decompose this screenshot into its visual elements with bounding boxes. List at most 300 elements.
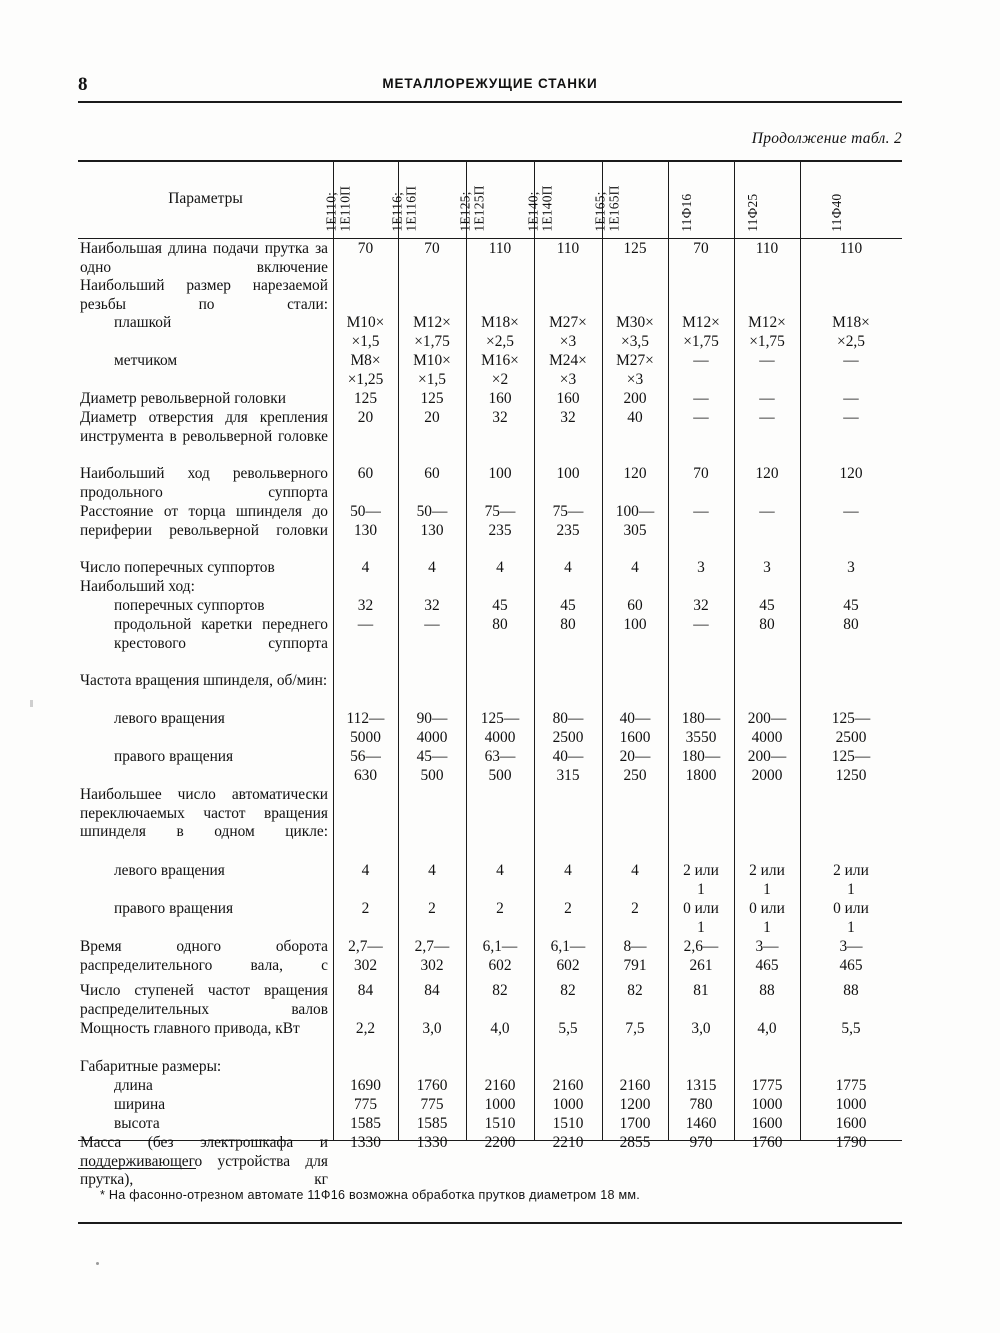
table-cell xyxy=(800,1134,902,1153)
cell-value: 110 xyxy=(755,240,779,257)
table-cell xyxy=(398,1077,466,1096)
cell-value: M18× xyxy=(481,314,519,331)
table-cell xyxy=(602,1096,668,1115)
cell-value-second-line: 1600 xyxy=(619,728,651,746)
row-label: ширина xyxy=(114,1096,166,1113)
cell-value: M27× xyxy=(616,352,654,369)
cell-value: 81 xyxy=(693,982,709,999)
cell-value: 2 xyxy=(361,900,370,917)
cell-value: 2,7— xyxy=(348,938,383,955)
table-cell xyxy=(534,1020,602,1039)
cell-value-second-line: 2500 xyxy=(552,728,584,746)
cell-value: 60 xyxy=(627,597,643,614)
cell-value: 2 или xyxy=(683,862,719,879)
cell-value-second-line: 302 xyxy=(420,956,444,974)
scan-speck xyxy=(96,1262,99,1265)
cell-value-second-line: 261 xyxy=(689,956,713,974)
table-cell xyxy=(398,938,466,975)
table-cell xyxy=(534,503,602,540)
table-cell xyxy=(333,597,398,616)
table-cell xyxy=(602,597,668,616)
table-cell xyxy=(668,1077,734,1096)
cell-value: 88 xyxy=(843,982,859,999)
table-cell xyxy=(398,559,466,578)
table-cell xyxy=(734,938,800,975)
row-label: Расстояние от торца шпинделя до периферии револьверной головки xyxy=(80,503,328,539)
row-label: Частота вращения шпинделя, об/мин: xyxy=(80,672,328,689)
footnote-text: * На фасонно-отрезном автомате 11Ф16 возможна обработка прутков диаметром 18 мм. xyxy=(100,1188,641,1202)
cell-value: — xyxy=(759,503,775,520)
cell-value: 100 xyxy=(556,465,580,482)
cell-value: 32 xyxy=(424,597,440,614)
table-cell xyxy=(800,390,902,409)
cell-value: 0 или xyxy=(833,900,869,917)
cell-value-second-line: ×3,5 xyxy=(621,332,649,350)
cell-value: 100 xyxy=(623,616,647,633)
table-cell xyxy=(602,938,668,975)
column-header-2 xyxy=(389,160,466,238)
table-cell xyxy=(602,409,668,428)
table-cell xyxy=(398,597,466,616)
cell-value: M24× xyxy=(549,352,587,369)
table-cell xyxy=(398,982,466,1001)
table-cell xyxy=(668,748,734,785)
table-cell xyxy=(602,390,668,409)
table-cell xyxy=(333,616,398,635)
cell-value-second-line: 130 xyxy=(353,521,378,539)
cell-value: 4,0 xyxy=(757,1020,777,1037)
column-header-label: 1Е125; 1Е125П xyxy=(457,185,487,232)
cell-value: 2 xyxy=(428,900,436,917)
cell-value: 125— xyxy=(831,710,871,727)
cell-value: 2200 xyxy=(484,1134,516,1151)
table-cell xyxy=(466,938,534,975)
table-cell xyxy=(534,559,602,578)
cell-value: 112— xyxy=(346,710,385,727)
table-cell xyxy=(398,352,466,389)
table-cell xyxy=(668,240,734,259)
cell-value: 1700 xyxy=(619,1115,651,1132)
table-cell xyxy=(466,1077,534,1096)
cell-value: 2160 xyxy=(484,1077,516,1094)
table-cell xyxy=(602,900,668,919)
table-cell xyxy=(466,465,534,484)
cell-value: 84 xyxy=(357,982,374,999)
table-cell xyxy=(333,503,398,540)
stub-column-header: Параметры xyxy=(168,190,243,207)
row-label: правого вращения xyxy=(114,900,234,917)
cell-value: 1690 xyxy=(350,1077,381,1094)
cell-value-second-line: ×3 xyxy=(559,332,577,350)
cell-value: 125— xyxy=(831,748,871,765)
row-label: левого вращения xyxy=(114,862,225,879)
table-cell xyxy=(668,982,734,1001)
cell-value: 4 xyxy=(361,559,370,576)
table-cell xyxy=(734,710,800,747)
cell-value: 32 xyxy=(693,597,709,614)
table-cell xyxy=(668,938,734,975)
table-cell xyxy=(398,900,466,919)
table-cell xyxy=(800,862,902,899)
cell-value-second-line: ×1,5 xyxy=(351,332,380,350)
column-header-7 xyxy=(734,160,800,238)
cell-value: 32 xyxy=(492,409,508,426)
table-cell xyxy=(800,503,902,522)
row-label: Наибольшая длина подачи прутка за одно включение xyxy=(80,240,328,276)
cell-value: 20 xyxy=(424,409,440,426)
cell-value: 50— xyxy=(416,503,448,520)
table-cell xyxy=(534,748,602,785)
table-cell xyxy=(398,1020,466,1039)
table-cell xyxy=(602,982,668,1001)
cell-value-second-line: 602 xyxy=(556,956,580,974)
cell-value: — xyxy=(693,390,709,407)
cell-value: 70 xyxy=(693,465,709,482)
cell-value: 1330 xyxy=(350,1134,381,1151)
cell-value: 1585 xyxy=(350,1115,381,1132)
table-cell xyxy=(534,900,602,919)
cell-value: 4,0 xyxy=(490,1020,510,1037)
table-continuation-note: Продолжение табл. 2 xyxy=(751,130,902,147)
table-cell xyxy=(734,390,800,409)
cell-value: 70 xyxy=(357,240,374,257)
table-cell xyxy=(734,900,800,937)
table-cell xyxy=(534,1134,602,1153)
cell-value: 125 xyxy=(623,240,647,257)
cell-value: 20— xyxy=(619,748,651,765)
table-cell xyxy=(602,1115,668,1134)
cell-value: 4 xyxy=(361,862,370,879)
column-header-label: 1Е140; 1Е140П xyxy=(525,185,555,232)
cell-value: 84 xyxy=(424,982,440,999)
table-cell xyxy=(734,616,800,635)
cell-value-second-line: 4000 xyxy=(484,728,516,746)
cell-value: 82 xyxy=(492,982,508,999)
table-cell xyxy=(333,900,398,919)
cell-value: — xyxy=(693,503,709,520)
cell-value: 1760 xyxy=(416,1077,448,1094)
table-cell xyxy=(602,465,668,484)
row-label: высота xyxy=(114,1115,160,1132)
table-cell xyxy=(602,240,668,259)
cell-value: 1775 xyxy=(751,1077,783,1094)
cell-value-second-line: ×1,75 xyxy=(683,332,719,350)
table-cell xyxy=(466,559,534,578)
table-cell xyxy=(602,616,668,635)
cell-value-second-line: 315 xyxy=(556,766,580,784)
cell-value: 3,0 xyxy=(691,1020,711,1037)
table-cell xyxy=(602,748,668,785)
table-cell xyxy=(668,352,734,371)
cell-value: 2 xyxy=(631,900,639,917)
table-cell xyxy=(800,938,902,975)
table-cell xyxy=(466,597,534,616)
cell-value: 7,5 xyxy=(625,1020,645,1037)
table-cell xyxy=(602,710,668,747)
cell-value-second-line: 791 xyxy=(623,956,647,974)
table-cell xyxy=(398,1096,466,1115)
table-cell xyxy=(333,1020,398,1039)
table-cell xyxy=(800,409,902,428)
row-label: правого вращения xyxy=(114,748,234,765)
table-cell xyxy=(466,616,534,635)
table-cell xyxy=(333,1115,398,1134)
cell-value: 100— xyxy=(615,503,655,520)
row-label: Время одного оборота распределительного вала, с xyxy=(80,938,328,974)
cell-value-second-line: 4000 xyxy=(751,728,783,746)
table-cell xyxy=(534,616,602,635)
table-cell xyxy=(398,862,466,881)
cell-value: 1000 xyxy=(552,1096,584,1113)
cell-value: 180— xyxy=(681,710,721,727)
table-cell xyxy=(466,748,534,785)
column-header-label: 11Ф16 xyxy=(679,193,695,232)
table-cell xyxy=(398,314,466,351)
cell-value: 3 xyxy=(697,559,705,576)
table-cell xyxy=(800,1096,902,1115)
row-label: длина xyxy=(114,1077,153,1094)
cell-value: 1315 xyxy=(685,1077,717,1094)
row-label: Мощность главного привода, кВт xyxy=(80,1020,300,1037)
table-cell xyxy=(333,314,398,351)
cell-value-second-line: 1 xyxy=(763,918,771,936)
cell-value: 6,1— xyxy=(482,938,518,955)
cell-value: 160 xyxy=(488,390,512,407)
table-cell xyxy=(800,465,902,484)
cell-value: 3 xyxy=(763,559,771,576)
table-cell xyxy=(466,352,534,389)
cell-value: 5,5 xyxy=(841,1020,861,1037)
table-cell xyxy=(602,352,668,389)
cell-value: 1760 xyxy=(751,1134,783,1151)
table-cell xyxy=(398,616,466,635)
cell-value: 45— xyxy=(416,748,448,765)
table-cell xyxy=(668,1020,734,1039)
cell-value: 5,5 xyxy=(558,1020,578,1037)
cell-value: — xyxy=(759,390,775,407)
cell-value: 40— xyxy=(552,748,584,765)
cell-value: 200— xyxy=(747,748,787,765)
table-cell xyxy=(333,240,398,259)
column-header-5 xyxy=(592,160,668,238)
cell-value: — xyxy=(357,616,374,633)
table-cell xyxy=(800,352,902,371)
table-cell xyxy=(466,862,534,881)
cell-value: 2 или xyxy=(833,862,869,879)
cell-value: 120 xyxy=(623,465,647,482)
table-cell xyxy=(534,390,602,409)
table-cell xyxy=(734,314,800,351)
table-cell xyxy=(668,862,734,899)
table-body xyxy=(78,238,902,1189)
table-cell xyxy=(534,409,602,428)
cell-value-second-line: 1 xyxy=(847,880,855,898)
cell-value-second-line: 3550 xyxy=(685,728,717,746)
cell-value: 82 xyxy=(560,982,576,999)
cell-value: 2,2 xyxy=(355,1020,376,1037)
cell-value: 775 xyxy=(420,1096,444,1113)
table-cell xyxy=(398,1134,466,1153)
cell-value-second-line: 1 xyxy=(697,880,705,898)
cell-value: 2 xyxy=(564,900,572,917)
table-cell xyxy=(466,1134,534,1153)
row-label: Наибольший размер нарезаемой резьбы по стали: xyxy=(80,277,328,313)
cell-value-second-line: ×3 xyxy=(559,370,577,388)
table-cell xyxy=(534,1115,602,1134)
table-cell xyxy=(602,503,668,540)
cell-value: 20 xyxy=(357,409,374,426)
table-cell xyxy=(333,748,398,785)
cell-value: 80— xyxy=(552,710,584,727)
cell-value: — xyxy=(693,352,709,369)
row-label: Число ступеней частот вращения распределительных валов xyxy=(80,982,328,1018)
table-cell xyxy=(602,314,668,351)
table-cell xyxy=(800,982,902,1001)
table-cell xyxy=(734,1096,800,1115)
cell-value-second-line: 305 xyxy=(623,521,647,539)
cell-value: — xyxy=(693,409,709,426)
cell-value: M12× xyxy=(413,314,451,331)
cell-value: 45 xyxy=(759,597,775,614)
table-cell xyxy=(602,1020,668,1039)
running-head xyxy=(78,74,902,100)
cell-value: 1200 xyxy=(619,1096,651,1113)
column-header-6 xyxy=(668,160,734,238)
cell-value: 160 xyxy=(556,390,580,407)
table-cell xyxy=(333,1096,398,1115)
table-cell xyxy=(333,1134,398,1153)
column-header-label: 11Ф25 xyxy=(745,193,761,232)
cell-value: 120 xyxy=(755,465,779,482)
table-cell xyxy=(800,1115,902,1134)
table-cell xyxy=(398,390,466,409)
cell-value: 80 xyxy=(843,616,859,633)
table-cell xyxy=(333,1077,398,1096)
table-cell xyxy=(800,710,902,747)
cell-value-second-line: 130 xyxy=(420,521,444,539)
column-header-8 xyxy=(800,160,902,238)
cell-value-second-line: 1250 xyxy=(835,766,867,784)
cell-value: 4 xyxy=(564,862,572,879)
table-cell xyxy=(466,982,534,1001)
table-cell xyxy=(668,616,734,635)
table-cell xyxy=(466,710,534,747)
cell-value: 120 xyxy=(839,465,863,482)
cell-value: 2855 xyxy=(619,1134,651,1151)
cell-value: 125 xyxy=(420,390,444,407)
cell-value: 60 xyxy=(357,465,374,482)
cell-value-second-line: 250 xyxy=(623,766,647,784)
header-rule xyxy=(78,101,902,103)
page-bottom-rule xyxy=(78,1222,902,1224)
table-cell xyxy=(466,240,534,259)
table-cell xyxy=(398,710,466,747)
table-cell xyxy=(734,1134,800,1153)
table-cell xyxy=(602,862,668,881)
cell-value: 2 или xyxy=(749,862,785,879)
cell-value: 32 xyxy=(357,597,374,614)
cell-value: 4 xyxy=(564,559,572,576)
cell-value: 80 xyxy=(759,616,775,633)
table-cell xyxy=(333,710,398,747)
cell-value: 40 xyxy=(627,409,643,426)
cell-value: M27× xyxy=(549,314,587,331)
table-cell xyxy=(668,1096,734,1115)
cell-value-second-line: 235 xyxy=(488,521,512,539)
cell-value: M10× xyxy=(413,352,451,369)
cell-value: M16× xyxy=(481,352,519,369)
table-cell xyxy=(333,465,398,484)
table-cell xyxy=(534,982,602,1001)
table-cell xyxy=(800,900,902,937)
cell-value: 110 xyxy=(839,240,863,257)
table-cell xyxy=(466,390,534,409)
cell-value: 1460 xyxy=(685,1115,717,1132)
cell-value-second-line: 302 xyxy=(353,956,378,974)
cell-value: 32 xyxy=(560,409,576,426)
cell-value: 3— xyxy=(755,938,779,955)
column-header-label: 1Е165; 1Е165П xyxy=(592,185,622,232)
cell-value: 45 xyxy=(560,597,576,614)
cell-value-second-line: 500 xyxy=(420,766,444,784)
scan-speck-margin xyxy=(30,700,33,707)
cell-value-second-line: ×2,5 xyxy=(486,332,514,350)
table-cell xyxy=(734,862,800,899)
cell-value: 6,1— xyxy=(550,938,586,955)
cell-value-second-line: 4000 xyxy=(416,728,448,746)
cell-value: 90— xyxy=(416,710,448,727)
table-cell xyxy=(668,503,734,522)
row-label: Наибольший ход револьверного продольного суппорта xyxy=(80,465,328,501)
column-header-label: 1Е116; 1Е116П xyxy=(389,186,419,232)
table-cell xyxy=(534,862,602,881)
table-cell xyxy=(668,900,734,937)
table-cell xyxy=(466,900,534,919)
cell-value: 1000 xyxy=(835,1096,867,1113)
cell-value: 70 xyxy=(693,240,709,257)
cell-value-second-line: 1 xyxy=(847,918,855,936)
cell-value: 125— xyxy=(480,710,520,727)
row-label: продольной каретки переднего крестового суппорта xyxy=(114,616,328,652)
table-cell xyxy=(800,559,902,578)
cell-value: — xyxy=(759,352,775,369)
cell-value: 1000 xyxy=(751,1096,783,1113)
table-cell xyxy=(398,748,466,785)
cell-value: 70 xyxy=(424,240,440,257)
row-label: Масса (без электрошкафа и поддерживающего устройства для прутка), кг xyxy=(80,1134,328,1189)
table-cell xyxy=(466,1096,534,1115)
cell-value: 4 xyxy=(496,862,504,879)
cell-value: 0 или xyxy=(749,900,785,917)
table-cell xyxy=(398,1115,466,1134)
table-cell xyxy=(800,1020,902,1039)
table-cell xyxy=(333,390,398,409)
table-cell xyxy=(466,314,534,351)
table-cell xyxy=(800,616,902,635)
table-cell xyxy=(534,710,602,747)
page-number: 8 xyxy=(78,74,88,95)
row-label: Число поперечных суппортов xyxy=(80,559,275,576)
cell-value: 1600 xyxy=(835,1115,867,1132)
cell-value: 1510 xyxy=(484,1115,516,1132)
table-cell xyxy=(534,1077,602,1096)
table-cell xyxy=(534,240,602,259)
cell-value: 45 xyxy=(492,597,508,614)
table-cell xyxy=(466,503,534,540)
cell-value: 3 xyxy=(847,559,855,576)
row-label: Наибольшее число автоматически переключаемых частот вращения шпинделя в одном цикле: xyxy=(80,786,328,841)
cell-value: — xyxy=(843,352,859,369)
